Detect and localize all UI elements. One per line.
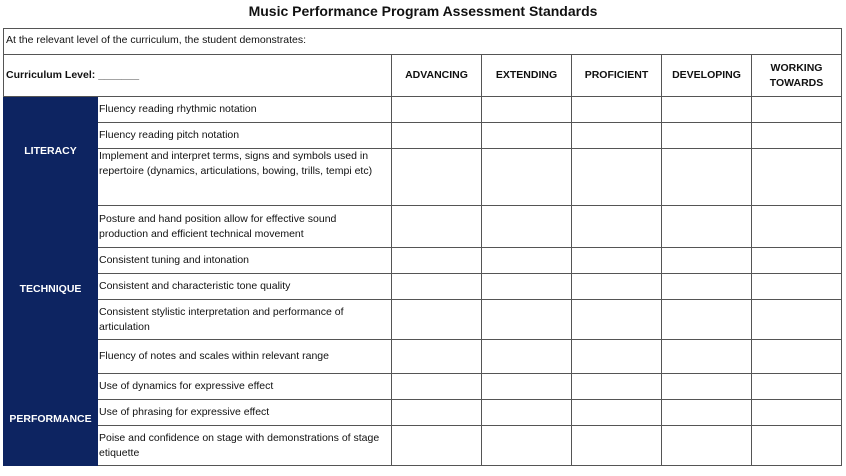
criterion-row [4, 340, 842, 374]
rating-cell-advancing[interactable] [392, 149, 482, 206]
rating-cell-developing[interactable] [662, 340, 752, 374]
criterion-text: Use of phrasing for expressive effect [98, 400, 392, 426]
rating-cell-proficient[interactable] [572, 248, 662, 274]
intro-cell [4, 29, 842, 55]
criterion-row [4, 300, 842, 340]
column-header-advancing: ADVANCING [392, 55, 482, 97]
rating-cell-working-towards[interactable] [752, 123, 842, 149]
rating-cell-working-towards[interactable] [752, 300, 842, 340]
criterion-text: Use of dynamics for expressive effect [98, 374, 392, 400]
rating-cell-extending[interactable] [482, 123, 572, 149]
criterion-text: Fluency reading pitch notation [98, 123, 392, 149]
rating-cell-advancing[interactable] [392, 426, 482, 466]
rating-cell-advancing[interactable] [392, 248, 482, 274]
criterion-row [4, 97, 842, 123]
criterion-text: Fluency reading rhythmic notation [98, 97, 392, 123]
rating-cell-working-towards[interactable] [752, 248, 842, 274]
rating-cell-advancing[interactable] [392, 97, 482, 123]
rating-cell-working-towards[interactable] [752, 274, 842, 300]
header-row [4, 55, 842, 97]
criterion-text: Posture and hand position allow for effective sound production and efficient technical movement [98, 206, 392, 248]
rating-cell-working-towards[interactable] [752, 206, 842, 248]
intro-row [4, 29, 842, 55]
rating-cell-extending[interactable] [482, 374, 572, 400]
rating-cell-extending[interactable] [482, 426, 572, 466]
column-header-proficient: PROFICIENT [572, 55, 662, 97]
page-title: Music Performance Program Assessment Standards [248, 3, 598, 19]
rating-cell-proficient[interactable] [572, 149, 662, 206]
criterion-text: Consistent tuning and intonation [98, 248, 392, 274]
rating-cell-advancing[interactable] [392, 300, 482, 340]
rating-cell-working-towards[interactable] [752, 149, 842, 206]
rating-cell-proficient[interactable] [572, 340, 662, 374]
rating-cell-developing[interactable] [662, 300, 752, 340]
assessment-table [3, 28, 842, 466]
rating-cell-working-towards[interactable] [752, 374, 842, 400]
rating-cell-extending[interactable] [482, 340, 572, 374]
criterion-text: Fluency of notes and scales within relevant range [98, 340, 392, 374]
column-header-working-towards: WORKING TOWARDS [752, 55, 842, 97]
rating-cell-developing[interactable] [662, 123, 752, 149]
rating-cell-working-towards[interactable] [752, 400, 842, 426]
rating-cell-extending[interactable] [482, 400, 572, 426]
rating-cell-developing[interactable] [662, 274, 752, 300]
criterion-row [4, 248, 842, 274]
rating-cell-developing[interactable] [662, 149, 752, 206]
criterion-row [4, 374, 842, 400]
criterion-text: Poise and confidence on stage with demonstrations of stage etiquette [98, 426, 392, 466]
rating-cell-proficient[interactable] [572, 123, 662, 149]
rating-cell-proficient[interactable] [572, 426, 662, 466]
criterion-row [4, 426, 842, 466]
criterion-text: Consistent and characteristic tone quality [98, 274, 392, 300]
rating-cell-advancing[interactable] [392, 374, 482, 400]
rating-cell-extending[interactable] [482, 248, 572, 274]
rating-cell-extending[interactable] [482, 274, 572, 300]
criterion-label: Implement and interpret terms, signs and symbols used in repertoire (dynamics, articulations, bowing, trills, tempi etc) [99, 150, 373, 177]
rating-cell-developing[interactable] [662, 400, 752, 426]
curriculum-level-label[interactable]: Curriculum Level: _______ [4, 55, 392, 97]
rating-cell-extending[interactable] [482, 206, 572, 248]
rating-cell-proficient[interactable] [572, 97, 662, 123]
criterion-text: Consistent stylistic interpretation and performance of articulation [98, 300, 392, 340]
rating-cell-proficient[interactable] [572, 374, 662, 400]
rating-cell-proficient[interactable] [572, 300, 662, 340]
rating-cell-working-towards[interactable] [752, 426, 842, 466]
rating-cell-extending[interactable] [482, 149, 572, 206]
rating-cell-advancing[interactable] [392, 123, 482, 149]
rating-cell-developing[interactable] [662, 97, 752, 123]
rating-cell-advancing[interactable] [392, 400, 482, 426]
rating-cell-extending[interactable] [482, 300, 572, 340]
rating-cell-extending[interactable] [482, 97, 572, 123]
criterion-row [4, 123, 842, 149]
rating-cell-proficient[interactable] [572, 400, 662, 426]
rating-cell-developing[interactable] [662, 206, 752, 248]
rating-cell-proficient[interactable] [572, 206, 662, 248]
category-performance: PERFORMANCE [4, 374, 98, 466]
rating-cell-developing[interactable] [662, 374, 752, 400]
category-technique: TECHNIQUE [4, 206, 98, 374]
rating-cell-advancing[interactable] [392, 274, 482, 300]
rating-cell-working-towards[interactable] [752, 340, 842, 374]
rating-cell-developing[interactable] [662, 248, 752, 274]
criterion-row [4, 149, 842, 206]
rating-cell-advancing[interactable] [392, 340, 482, 374]
criterion-row [4, 274, 842, 300]
category-literacy: LITERACY [4, 97, 98, 206]
rating-cell-working-towards[interactable] [752, 97, 842, 123]
column-header-developing: DEVELOPING [662, 55, 752, 97]
criterion-text [98, 149, 392, 206]
criterion-row [4, 400, 842, 426]
intro-text: At the relevant level of the curriculum, the student demonstrates: [6, 34, 306, 46]
rating-cell-proficient[interactable] [572, 274, 662, 300]
criterion-row [4, 206, 842, 248]
rating-cell-advancing[interactable] [392, 206, 482, 248]
rating-cell-developing[interactable] [662, 426, 752, 466]
column-header-extending: EXTENDING [482, 55, 572, 97]
